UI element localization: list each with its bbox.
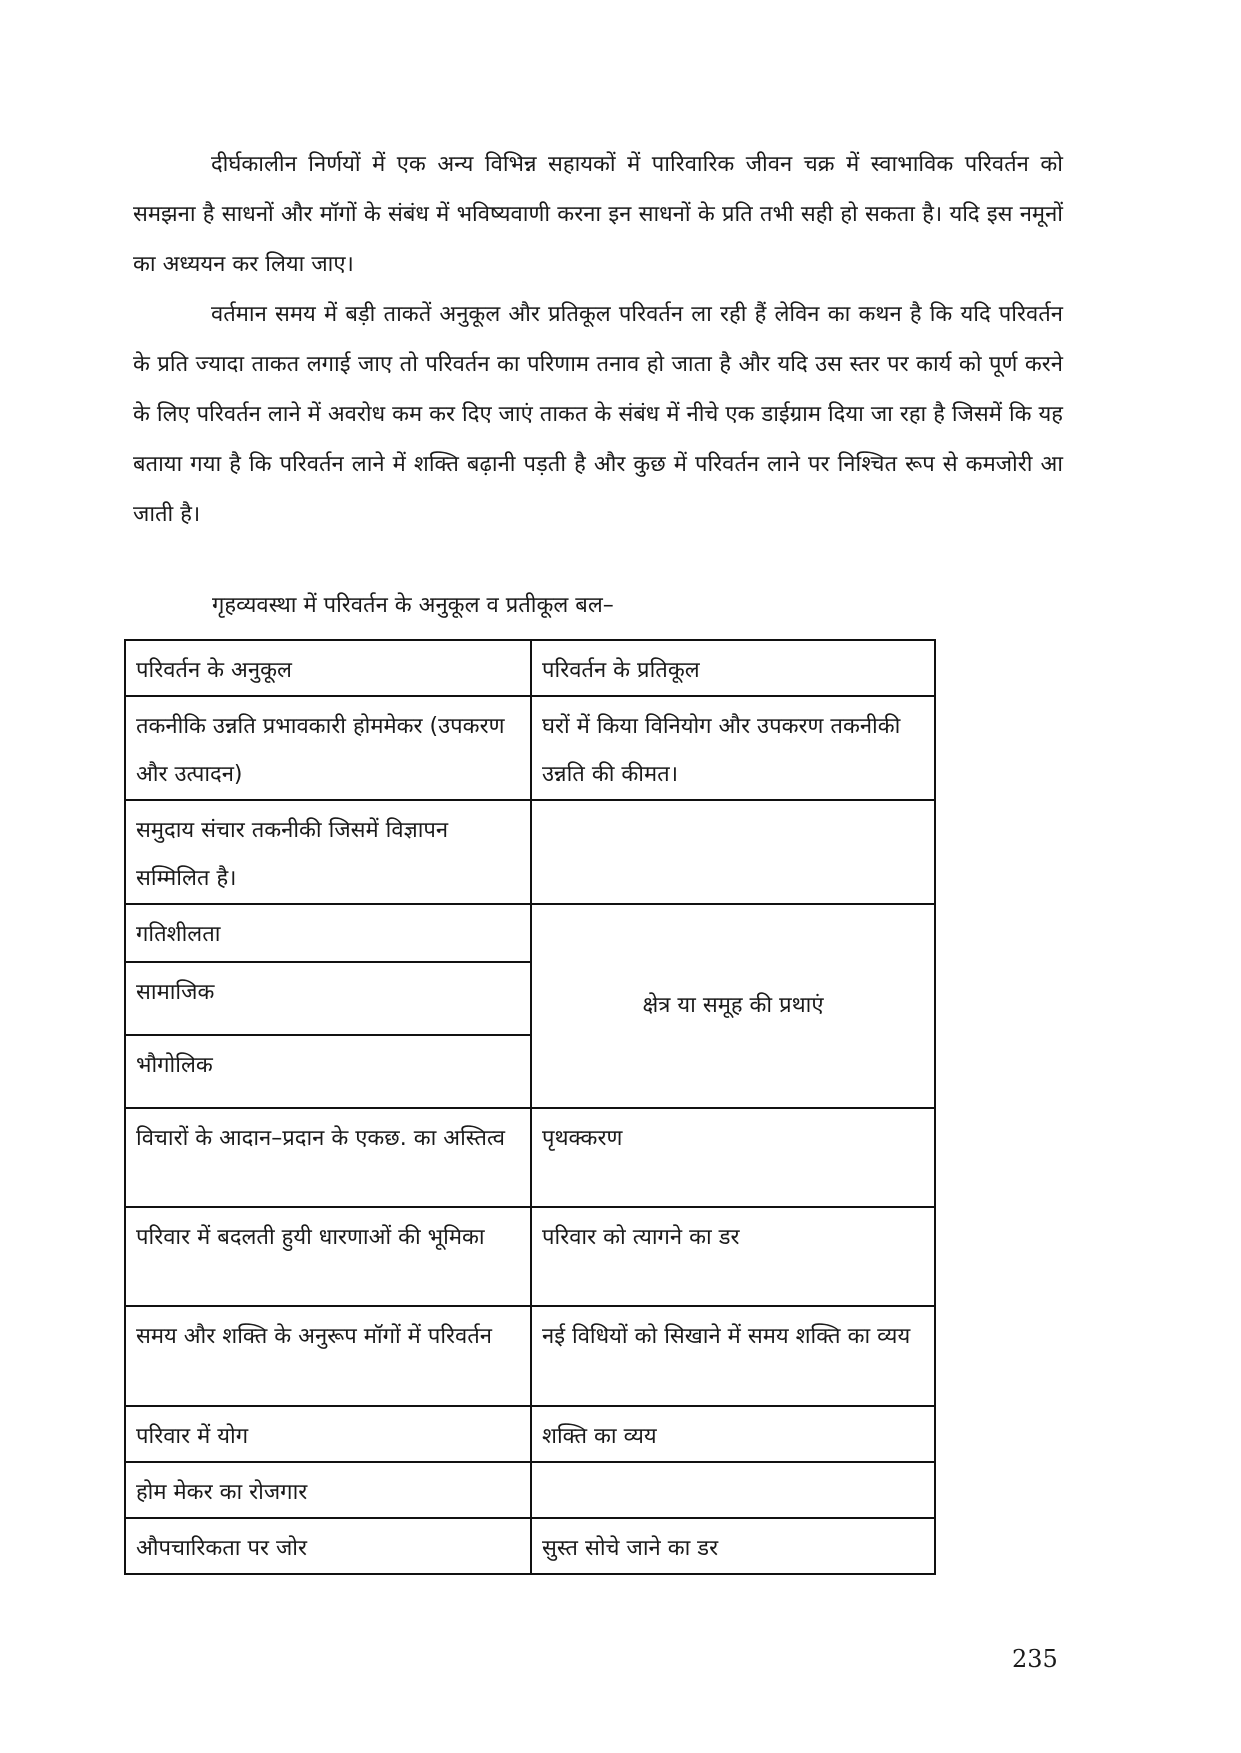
cell-unfavorable: सुस्त सोचे जाने का डर [531,1518,935,1574]
table-row [125,1406,935,1462]
cell-favorable: परिवार में बदलती हुयी धारणाओं की भूमिका [125,1207,531,1306]
cell-unfavorable: नई विधियों को सिखाने में समय शक्ति का व्यय [531,1306,935,1406]
cell-favorable: औपचारिकता पर जोर [125,1518,531,1574]
header-favorable: परिवर्तन के अनुकूल [125,640,531,696]
table-row [125,696,935,800]
table-row [125,1306,935,1406]
cell-unfavorable: घरों में किया विनियोग और उपकरण तकनीकी उन्नति की कीमत। [531,696,935,800]
header-unfavorable: परिवर्तन के प्रतिकूल [531,640,935,696]
cell-favorable: भौगोलिक [125,1035,531,1108]
cell-favorable: सामाजिक [125,962,531,1035]
cell-favorable: विचारों के आदान–प्रदान के एकछ. का अस्तित्व [125,1108,531,1207]
table-row [125,1518,935,1574]
cell-favorable: समय और शक्ति के अनुरूप मॉगों में परिवर्तन [125,1306,531,1406]
cell-unfavorable: पृथक्करण [531,1108,935,1207]
cell-favorable: होम मेकर का रोजगार [125,1462,531,1518]
table-row [125,904,935,962]
paragraph-1: दीर्घकालीन निर्णयों में एक अन्य विभिन्न सहायकों में पारिवारिक जीवन चक्र में स्वाभाविक परिवर्तन को समझना है साधनों और मॉगों के संबंध में भविष्यवाणी करना इन साधनों के प्रति तभी सही हो सकता है। यदि इस नमूनों का अध्ययन कर लिया जाए। [133,152,1063,277]
table-row [125,1108,935,1207]
table-row [125,1207,935,1306]
page-number: 235 [1012,1645,1058,1673]
merged-unfavorable-cell: क्षेत्र या समूह की प्रथाएं [531,904,935,1108]
table-row [125,800,935,904]
cell-unfavorable [531,1462,935,1518]
cell-unfavorable: परिवार को त्यागने का डर [531,1207,935,1306]
change-forces-table [124,639,936,1575]
table-row [125,1462,935,1518]
paragraph-2: वर्तमान समय में बड़ी ताकतें अनुकूल और प्रतिकूल परिवर्तन ला रही हैं लेविन का कथन है कि यदि परिवर्तन के प्रति ज्यादा ताकत लगाई जाए तो परिवर्तन का परिणाम तनाव हो जाता है और यदि उस स्तर पर कार्य को पूर्ण करने के लिए परिवर्तन लाने में अवरोध कम कर दिए जाएं ताकत के संबंध में नीचे एक डाईग्राम दिया जा रहा है जिसमें कि यह बताया गया है कि परिवर्तन लाने में शक्ति बढ़ानी पड़ती है और कुछ में परिवर्तन लाने पर निश्चित रूप से कमजोरी आ जाती है। [133,302,1063,527]
cell-unfavorable [531,800,935,904]
cell-favorable: गतिशीलता [125,904,531,962]
table-header-row [125,640,935,696]
cell-favorable: समुदाय संचार तकनीकी जिसमें विज्ञापन सम्मिलित है। [125,800,531,904]
table-caption: गृहव्यवस्था में परिवर्तन के अनुकूल व प्रतीकूल बल– [212,593,614,618]
cell-favorable: तकनीकि उन्नति प्रभावकारी होममेकर (उपकरण और उत्पादन) [125,696,531,800]
cell-favorable: परिवार में योग [125,1406,531,1462]
cell-unfavorable: शक्ति का व्यय [531,1406,935,1462]
